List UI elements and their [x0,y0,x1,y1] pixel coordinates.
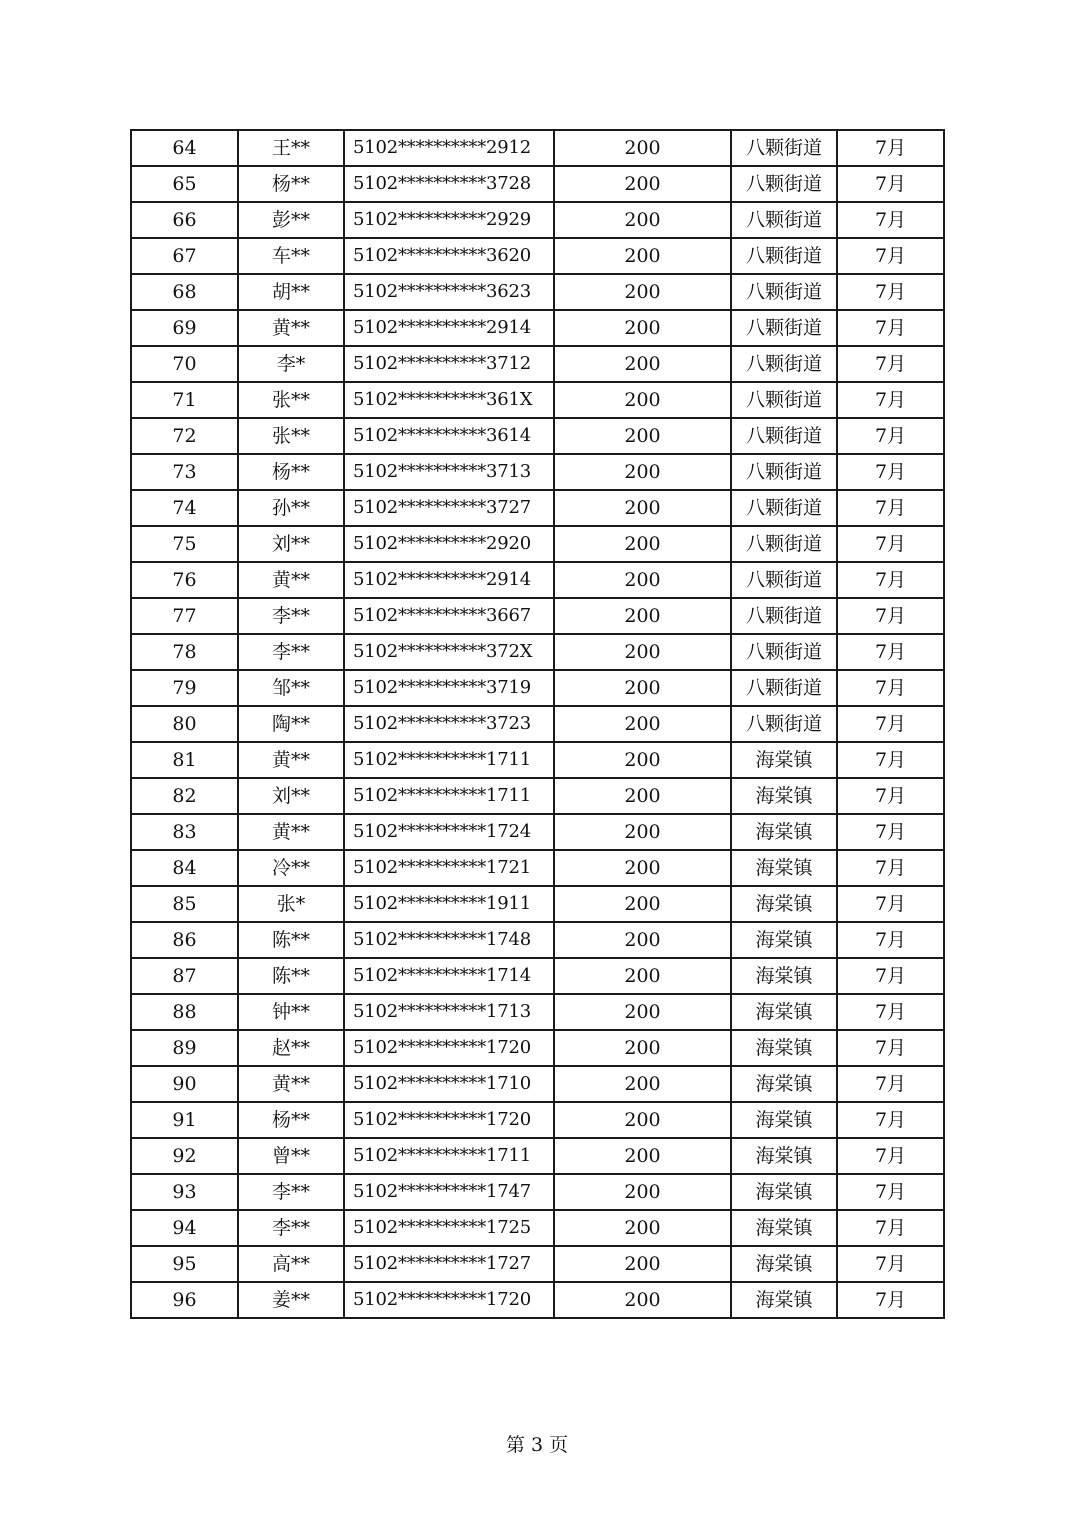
name-cell: 王** [238,130,344,166]
month-cell: 7月 [837,1102,944,1138]
amount-cell: 200 [554,1210,731,1246]
amount-cell: 200 [554,346,731,382]
roster-table-body [131,130,944,1318]
row-number-cell: 92 [131,1138,238,1174]
area-cell: 海棠镇 [731,1282,837,1318]
table-row [131,814,944,850]
area-cell: 八颗街道 [731,310,837,346]
row-number-cell: 77 [131,598,238,634]
amount-cell: 200 [554,778,731,814]
month-cell: 7月 [837,814,944,850]
row-number-cell: 68 [131,274,238,310]
name-cell: 刘** [238,526,344,562]
id-number-cell: 5102**********3723 [344,706,554,742]
id-number-cell: 5102**********2914 [344,310,554,346]
table-row [131,1282,944,1318]
table-row [131,346,944,382]
id-number-cell: 5102**********1911 [344,886,554,922]
amount-cell: 200 [554,922,731,958]
amount-cell: 200 [554,706,731,742]
month-cell: 7月 [837,850,944,886]
row-number-cell: 78 [131,634,238,670]
name-cell: 陈** [238,958,344,994]
id-number-cell: 5102**********1727 [344,1246,554,1282]
name-cell: 胡** [238,274,344,310]
name-cell: 黄** [238,742,344,778]
area-cell: 海棠镇 [731,778,837,814]
table-row [131,490,944,526]
table-row [131,526,944,562]
amount-cell: 200 [554,1066,731,1102]
name-cell: 黄** [238,814,344,850]
table-row [131,418,944,454]
area-cell: 海棠镇 [731,1030,837,1066]
area-cell: 八颗街道 [731,238,837,274]
name-cell: 李** [238,634,344,670]
id-number-cell: 5102**********1720 [344,1030,554,1066]
amount-cell: 200 [554,814,731,850]
table-row [131,598,944,634]
area-cell: 八颗街道 [731,418,837,454]
id-number-cell: 5102**********3713 [344,454,554,490]
row-number-cell: 94 [131,1210,238,1246]
area-cell: 八颗街道 [731,706,837,742]
month-cell: 7月 [837,922,944,958]
id-number-cell: 5102**********1710 [344,1066,554,1102]
id-number-cell: 5102**********372X [344,634,554,670]
name-cell: 彭** [238,202,344,238]
month-cell: 7月 [837,1066,944,1102]
name-cell: 钟** [238,994,344,1030]
month-cell: 7月 [837,202,944,238]
amount-cell: 200 [554,994,731,1030]
month-cell: 7月 [837,994,944,1030]
table-row [131,1030,944,1066]
month-cell: 7月 [837,1246,944,1282]
page-number: 第 3 页 [505,1434,569,1456]
id-number-cell: 5102**********1724 [344,814,554,850]
table-row [131,562,944,598]
name-cell: 张* [238,886,344,922]
amount-cell: 200 [554,1138,731,1174]
table-row [131,850,944,886]
area-cell: 八颗街道 [731,382,837,418]
table-row [131,1210,944,1246]
amount-cell: 200 [554,454,731,490]
name-cell: 杨** [238,1102,344,1138]
amount-cell: 200 [554,1102,731,1138]
month-cell: 7月 [837,706,944,742]
row-number-cell: 88 [131,994,238,1030]
roster-table [130,129,945,1319]
row-number-cell: 66 [131,202,238,238]
month-cell: 7月 [837,958,944,994]
row-number-cell: 76 [131,562,238,598]
amount-cell: 200 [554,310,731,346]
id-number-cell: 5102**********1725 [344,1210,554,1246]
row-number-cell: 70 [131,346,238,382]
amount-cell: 200 [554,238,731,274]
name-cell: 刘** [238,778,344,814]
amount-cell: 200 [554,886,731,922]
area-cell: 海棠镇 [731,1102,837,1138]
month-cell: 7月 [837,598,944,634]
id-number-cell: 5102**********361X [344,382,554,418]
name-cell: 黄** [238,1066,344,1102]
area-cell: 八颗街道 [731,454,837,490]
table-row [131,130,944,166]
amount-cell: 200 [554,958,731,994]
table-row [131,958,944,994]
amount-cell: 200 [554,850,731,886]
id-number-cell: 5102**********1747 [344,1174,554,1210]
row-number-cell: 89 [131,1030,238,1066]
table-row [131,166,944,202]
area-cell: 海棠镇 [731,850,837,886]
area-cell: 八颗街道 [731,562,837,598]
amount-cell: 200 [554,742,731,778]
table-row [131,238,944,274]
table-row [131,994,944,1030]
row-number-cell: 84 [131,850,238,886]
table-row [131,1246,944,1282]
amount-cell: 200 [554,634,731,670]
area-cell: 海棠镇 [731,922,837,958]
month-cell: 7月 [837,454,944,490]
table-row [131,634,944,670]
area-cell: 八颗街道 [731,598,837,634]
area-cell: 海棠镇 [731,814,837,850]
area-cell: 八颗街道 [731,346,837,382]
amount-cell: 200 [554,202,731,238]
area-cell: 海棠镇 [731,958,837,994]
area-cell: 八颗街道 [731,634,837,670]
id-number-cell: 5102**********1711 [344,778,554,814]
month-cell: 7月 [837,1174,944,1210]
row-number-cell: 91 [131,1102,238,1138]
month-cell: 7月 [837,634,944,670]
row-number-cell: 69 [131,310,238,346]
name-cell: 邹** [238,670,344,706]
table-row [131,886,944,922]
area-cell: 八颗街道 [731,490,837,526]
area-cell: 八颗街道 [731,202,837,238]
id-number-cell: 5102**********1720 [344,1282,554,1318]
id-number-cell: 5102**********1748 [344,922,554,958]
row-number-cell: 85 [131,886,238,922]
amount-cell: 200 [554,418,731,454]
name-cell: 张** [238,382,344,418]
row-number-cell: 64 [131,130,238,166]
month-cell: 7月 [837,742,944,778]
month-cell: 7月 [837,130,944,166]
month-cell: 7月 [837,1210,944,1246]
row-number-cell: 67 [131,238,238,274]
table-row [131,310,944,346]
row-number-cell: 87 [131,958,238,994]
id-number-cell: 5102**********1711 [344,742,554,778]
row-number-cell: 95 [131,1246,238,1282]
month-cell: 7月 [837,1282,944,1318]
row-number-cell: 86 [131,922,238,958]
id-number-cell: 5102**********3712 [344,346,554,382]
month-cell: 7月 [837,238,944,274]
id-number-cell: 5102**********1721 [344,850,554,886]
amount-cell: 200 [554,526,731,562]
table-row [131,778,944,814]
amount-cell: 200 [554,130,731,166]
name-cell: 黄** [238,562,344,598]
table-row [131,922,944,958]
area-cell: 八颗街道 [731,670,837,706]
name-cell: 姜** [238,1282,344,1318]
table-row [131,1102,944,1138]
area-cell: 八颗街道 [731,526,837,562]
row-number-cell: 65 [131,166,238,202]
name-cell: 孙** [238,490,344,526]
id-number-cell: 5102**********3667 [344,598,554,634]
row-number-cell: 82 [131,778,238,814]
amount-cell: 200 [554,1282,731,1318]
row-number-cell: 75 [131,526,238,562]
amount-cell: 200 [554,562,731,598]
area-cell: 海棠镇 [731,1174,837,1210]
name-cell: 杨** [238,454,344,490]
month-cell: 7月 [837,274,944,310]
area-cell: 海棠镇 [731,742,837,778]
row-number-cell: 96 [131,1282,238,1318]
name-cell: 陈** [238,922,344,958]
amount-cell: 200 [554,274,731,310]
row-number-cell: 83 [131,814,238,850]
id-number-cell: 5102**********2920 [344,526,554,562]
table-row [131,274,944,310]
name-cell: 赵** [238,1030,344,1066]
name-cell: 李* [238,346,344,382]
month-cell: 7月 [837,562,944,598]
month-cell: 7月 [837,1030,944,1066]
name-cell: 李** [238,1174,344,1210]
row-number-cell: 73 [131,454,238,490]
table-row [131,454,944,490]
month-cell: 7月 [837,1138,944,1174]
month-cell: 7月 [837,382,944,418]
id-number-cell: 5102**********2914 [344,562,554,598]
amount-cell: 200 [554,1246,731,1282]
id-number-cell: 5102**********1713 [344,994,554,1030]
amount-cell: 200 [554,382,731,418]
month-cell: 7月 [837,886,944,922]
id-number-cell: 5102**********1711 [344,1138,554,1174]
row-number-cell: 79 [131,670,238,706]
row-number-cell: 71 [131,382,238,418]
row-number-cell: 72 [131,418,238,454]
table-row [131,706,944,742]
amount-cell: 200 [554,490,731,526]
table-row [131,1174,944,1210]
area-cell: 海棠镇 [731,1246,837,1282]
id-number-cell: 5102**********1720 [344,1102,554,1138]
id-number-cell: 5102**********3620 [344,238,554,274]
id-number-cell: 5102**********3728 [344,166,554,202]
month-cell: 7月 [837,670,944,706]
name-cell: 李** [238,1210,344,1246]
area-cell: 八颗街道 [731,166,837,202]
area-cell: 海棠镇 [731,886,837,922]
name-cell: 曾** [238,1138,344,1174]
area-cell: 海棠镇 [731,1138,837,1174]
month-cell: 7月 [837,526,944,562]
table-row [131,202,944,238]
area-cell: 八颗街道 [731,274,837,310]
month-cell: 7月 [837,778,944,814]
id-number-cell: 5102**********3623 [344,274,554,310]
name-cell: 杨** [238,166,344,202]
table-row [131,382,944,418]
table-row [131,1138,944,1174]
id-number-cell: 5102**********2912 [344,130,554,166]
name-cell: 陶** [238,706,344,742]
table-row [131,742,944,778]
area-cell: 海棠镇 [731,1066,837,1102]
month-cell: 7月 [837,310,944,346]
month-cell: 7月 [837,346,944,382]
name-cell: 李** [238,598,344,634]
row-number-cell: 80 [131,706,238,742]
amount-cell: 200 [554,670,731,706]
name-cell: 冷** [238,850,344,886]
row-number-cell: 74 [131,490,238,526]
area-cell: 海棠镇 [731,1210,837,1246]
id-number-cell: 5102**********1714 [344,958,554,994]
id-number-cell: 5102**********3727 [344,490,554,526]
row-number-cell: 93 [131,1174,238,1210]
month-cell: 7月 [837,490,944,526]
area-cell: 海棠镇 [731,994,837,1030]
row-number-cell: 90 [131,1066,238,1102]
month-cell: 7月 [837,418,944,454]
name-cell: 黄** [238,310,344,346]
amount-cell: 200 [554,1174,731,1210]
name-cell: 高** [238,1246,344,1282]
row-number-cell: 81 [131,742,238,778]
table-row [131,670,944,706]
id-number-cell: 5102**********2929 [344,202,554,238]
area-cell: 八颗街道 [731,130,837,166]
amount-cell: 200 [554,1030,731,1066]
name-cell: 车** [238,238,344,274]
table-row [131,1066,944,1102]
amount-cell: 200 [554,598,731,634]
name-cell: 张** [238,418,344,454]
amount-cell: 200 [554,166,731,202]
month-cell: 7月 [837,166,944,202]
id-number-cell: 5102**********3719 [344,670,554,706]
id-number-cell: 5102**********3614 [344,418,554,454]
